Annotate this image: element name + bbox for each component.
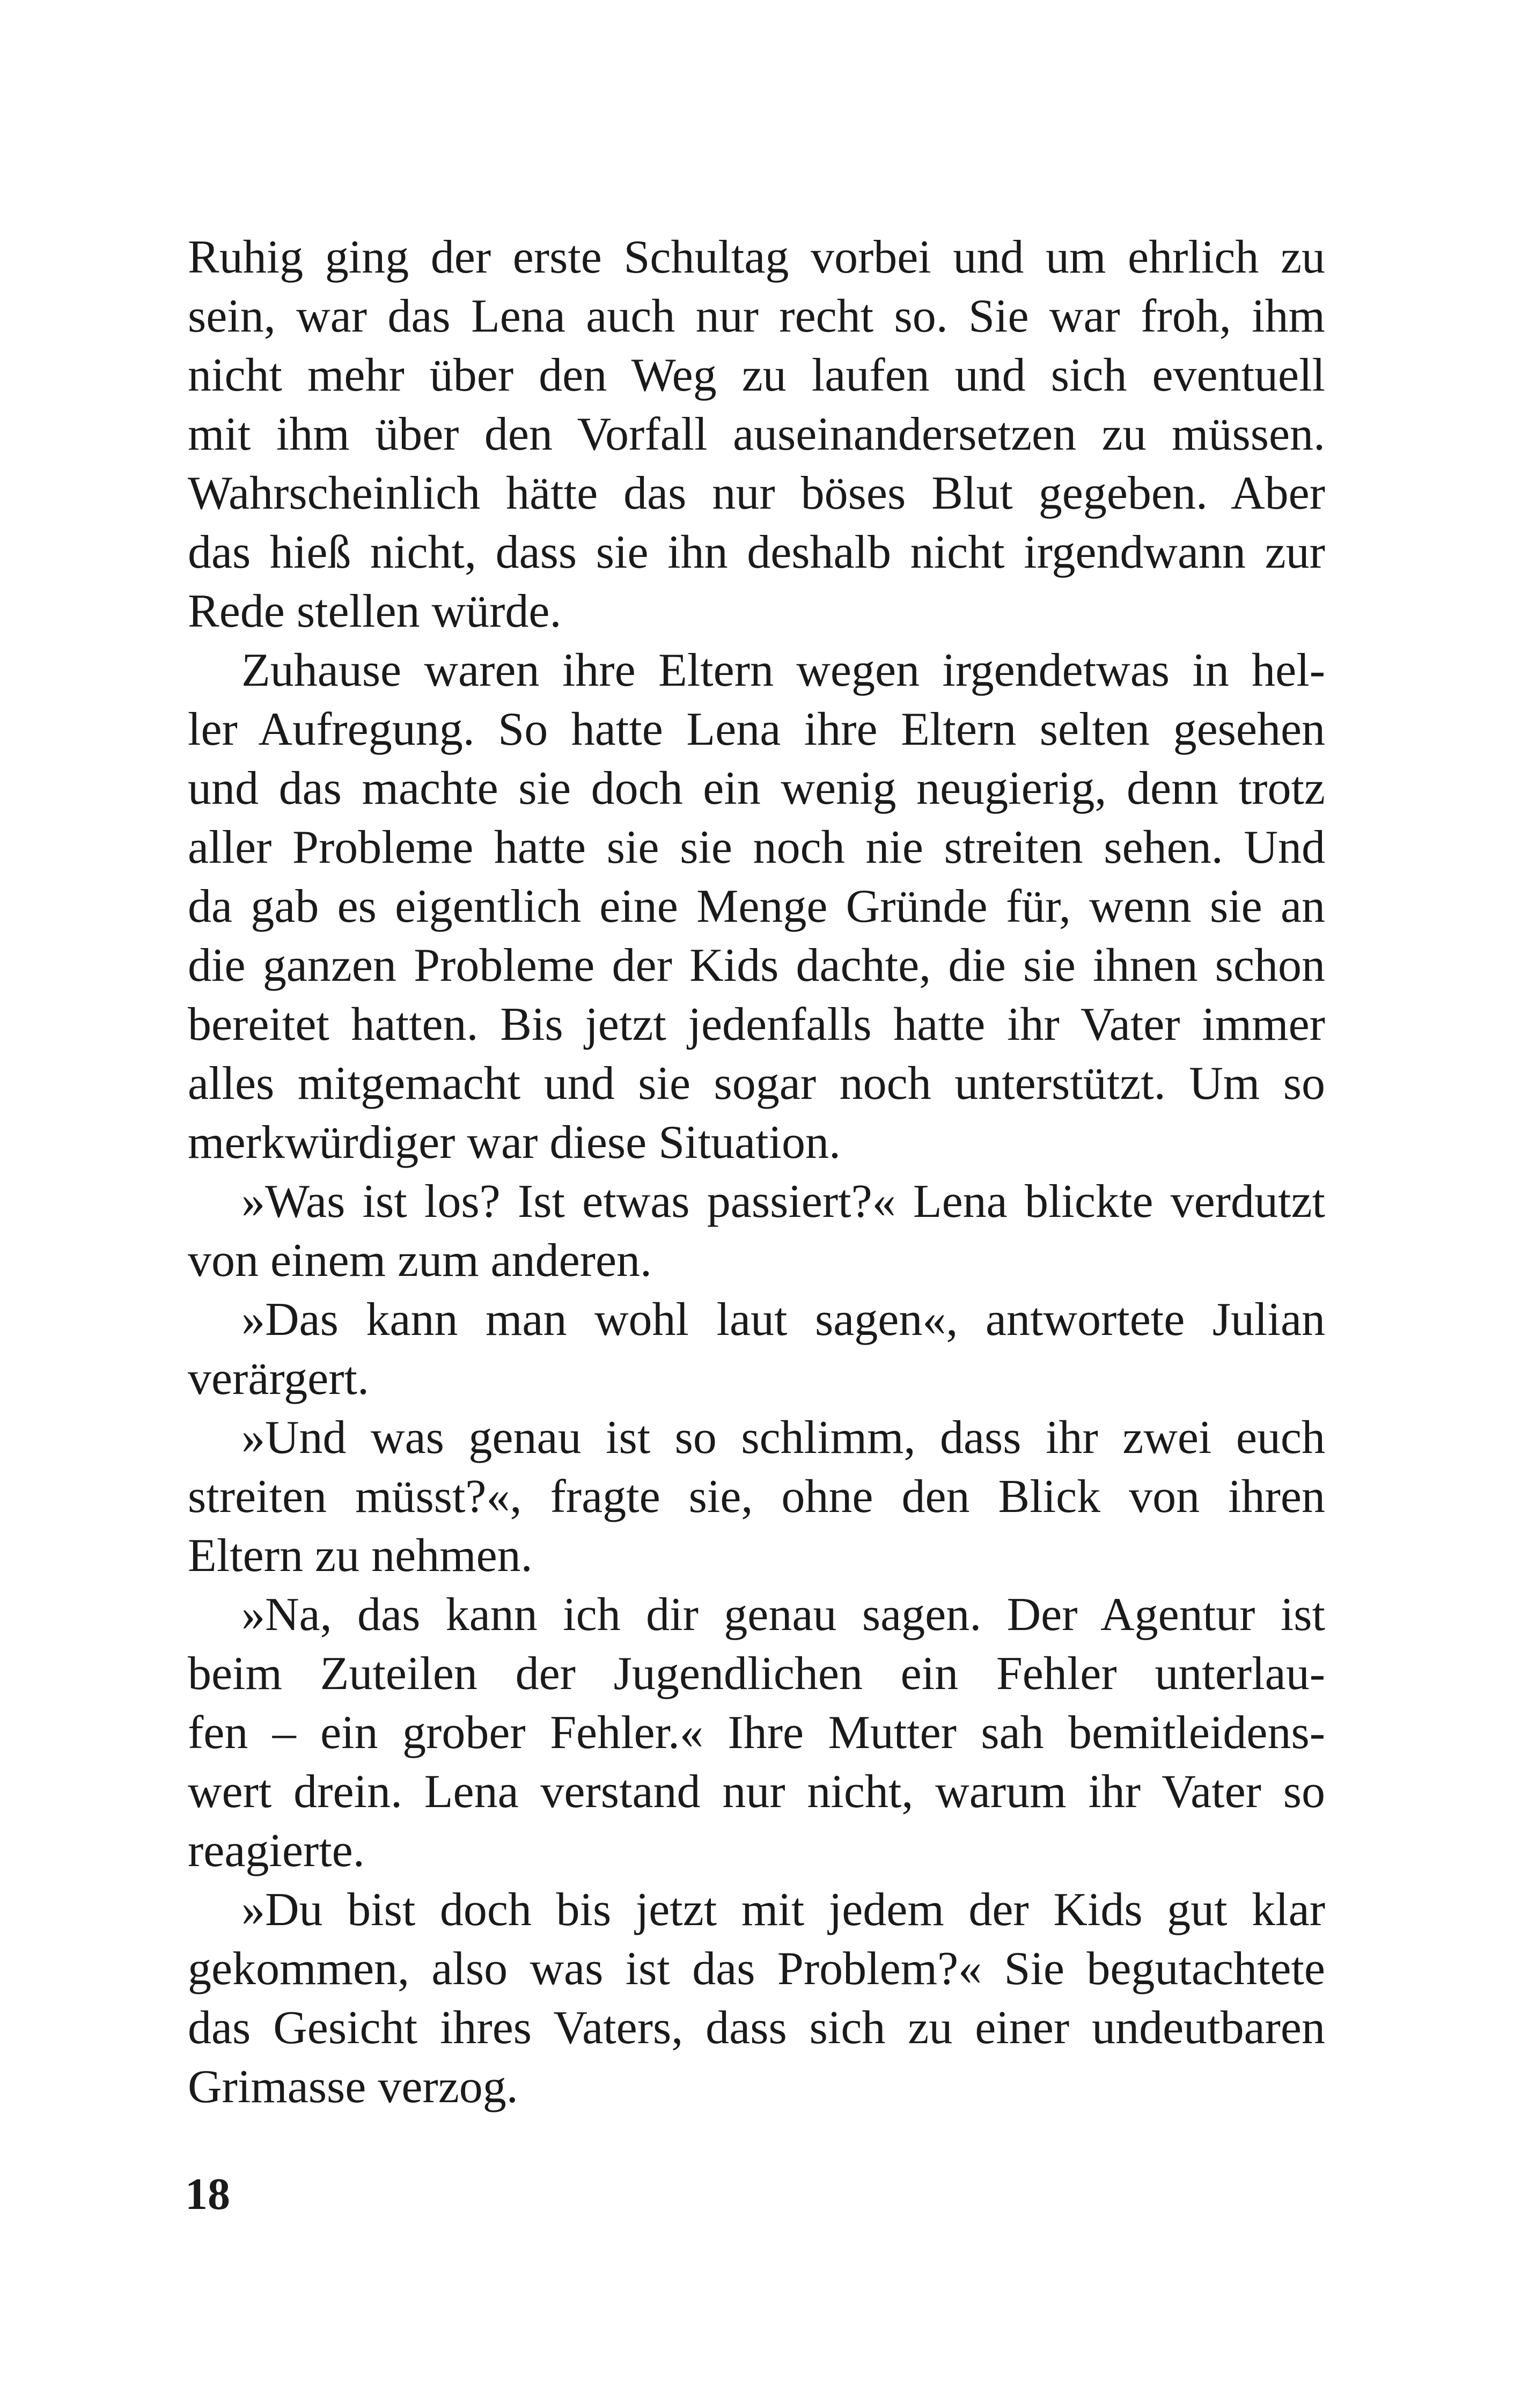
text-line: »Du bist doch bis jetzt mit jedem der Kids gut klar: [241, 1884, 1325, 1936]
text-line: Ruhig ging der erste Schultag vorbei und um ehrlich zu: [188, 231, 1325, 283]
text-line: mit ihm über den Vorfall auseinandersetzen zu müssen.: [188, 408, 1325, 460]
text-line: merkwürdiger war diese Situation.: [188, 1117, 841, 1169]
text-line: Grimasse verzog.: [188, 2061, 518, 2113]
text-line: die ganzen Probleme der Kids dachte, die sie ihnen schon: [188, 939, 1325, 992]
text-line: »Was ist los? Ist etwas passiert?« Lena blickte verdutzt: [241, 1176, 1325, 1228]
text-line: von einem zum anderen.: [188, 1235, 652, 1287]
body-text: [188, 228, 1325, 2117]
text-line: Wahrscheinlich hätte das nur böses Blut gegeben. Aber: [188, 467, 1325, 519]
text-line: fen – ein grober Fehler.« Ihre Mutter sah bemitleidens-: [188, 1707, 1325, 1759]
text-line: ler Aufregung. So hatte Lena ihre Eltern selten gesehen: [188, 703, 1325, 755]
text-line: aller Probleme hatte sie sie noch nie streiten sehen. Und: [188, 821, 1325, 873]
text-line: bereitet hatten. Bis jetzt jedenfalls hatte ihr Vater immer: [188, 999, 1325, 1051]
text-line: »Na, das kann ich dir genau sagen. Der Agentur ist: [241, 1589, 1325, 1641]
text-line: verärgert.: [188, 1353, 369, 1405]
text-line: gekommen, also was ist das Problem?« Sie begutachtete: [188, 1943, 1325, 1995]
text-line: »Und was genau ist so schlimm, dass ihr zwei euch: [241, 1412, 1325, 1464]
text-line: Rede stellen würde.: [188, 585, 562, 637]
text-line: alles mitgemacht und sie sogar noch unterstützt. Um so: [188, 1058, 1325, 1110]
text-line: streiten müsst?«, fragte sie, ohne den Blick von ihren: [188, 1471, 1325, 1523]
text-line: sein, war das Lena auch nur recht so. Sie war froh, ihm: [188, 290, 1325, 342]
text-line: und das machte sie doch ein wenig neugierig, denn trotz: [188, 762, 1325, 814]
text-line: das hieß nicht, dass sie ihn deshalb nicht irgendwann zur: [188, 526, 1325, 578]
text-line: reagierte.: [188, 1825, 365, 1877]
text-line: das Gesicht ihres Vaters, dass sich zu einer undeutbaren: [188, 2002, 1325, 2054]
text-line: Eltern zu nehmen.: [188, 1530, 533, 1582]
text-line: da gab es eigentlich eine Menge Gründe für, wenn sie an: [188, 880, 1325, 933]
text-line: Zuhause waren ihre Eltern wegen irgendetwas in hel-: [241, 644, 1325, 696]
text-line: »Das kann man wohl laut sagen«, antwortete Julian: [241, 1294, 1325, 1346]
page-number: 18: [185, 2169, 230, 2219]
text-line: beim Zuteilen der Jugendlichen ein Fehler unterlau-: [188, 1648, 1325, 1700]
text-line: nicht mehr über den Weg zu laufen und sich eventuell: [188, 349, 1325, 401]
text-line: wert drein. Lena verstand nur nicht, warum ihr Vater so: [188, 1766, 1325, 1818]
